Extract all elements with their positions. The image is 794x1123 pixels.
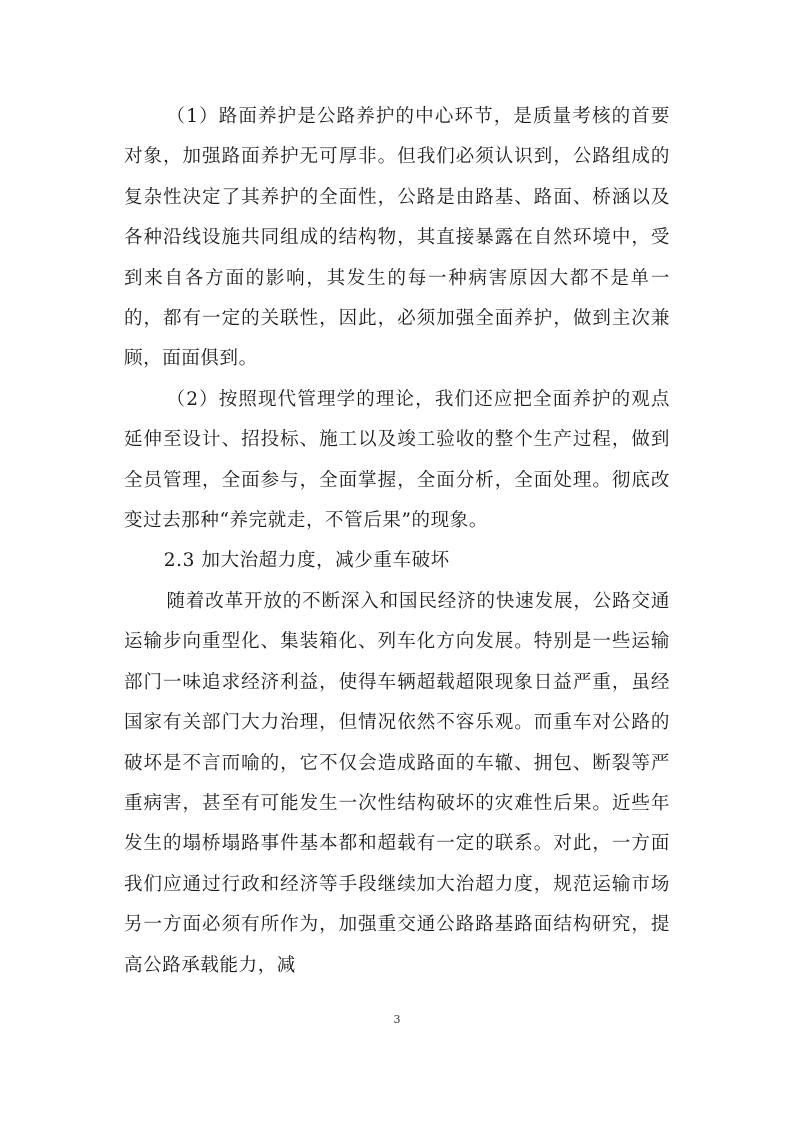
page-number: 3 [393, 1013, 401, 1026]
section-heading: 2.3 加大治超力度，减少重车破坏 [163, 550, 450, 572]
paragraph-comprehensive-maintenance: （1）路面养护是公路养护的中心环节，是质量考核的首要对象，加强路面养护无可厚非。但我们必须认识到，公路组成的复杂性决定了其养护的全面性，公路是由路基、路面、桥涵以及各种沿线设施共同组成的结构物，其直接暴露在自然环境中，受到来自各方面的影响，其发生的每一种病害原因大都不是单一的，都有一定的关联性，因此，必须加强全面养护，做到主次兼顾，面面俱到。 [124, 106, 670, 370]
paragraph-modern-management: （2）按照现代管理学的理论，我们还应把全面养护的观点延伸至设计、招投标、施工以及竣工验收的整个生产过程，做到全员管理，全面参与，全面掌握，全面分析，全面处理。彻底改变过去那种“养完就走，不管后果”的现象。 [124, 388, 670, 532]
paragraph-overload-control: 随着改革开放的不断深入和国民经济的快速发展，公路交通运输步向重型化、集装箱化、列车化方向发展。特别是一些运输部门一味追求经济利益，使得车辆超载超限现象日益严重，虽经国家有关部门大力治理，但情况依然不容乐观。而重车对公路的破坏是不言而喻的，它不仅会造成路面的车辙、拥包、断裂等严重病害，甚至有可能发生一次性结构破坏的灾难性后果。近些年发生的塌桥塌路事件基本都和超载有一定的联系。对此，一方面我们应通过行政和经济等手段继续加大治超力度，规范运输市场另一方面必须有所作为，加强重交通公路路基路面结构研究，提高公路承载能力，减 [124, 590, 670, 976]
document-body [124, 97, 670, 986]
